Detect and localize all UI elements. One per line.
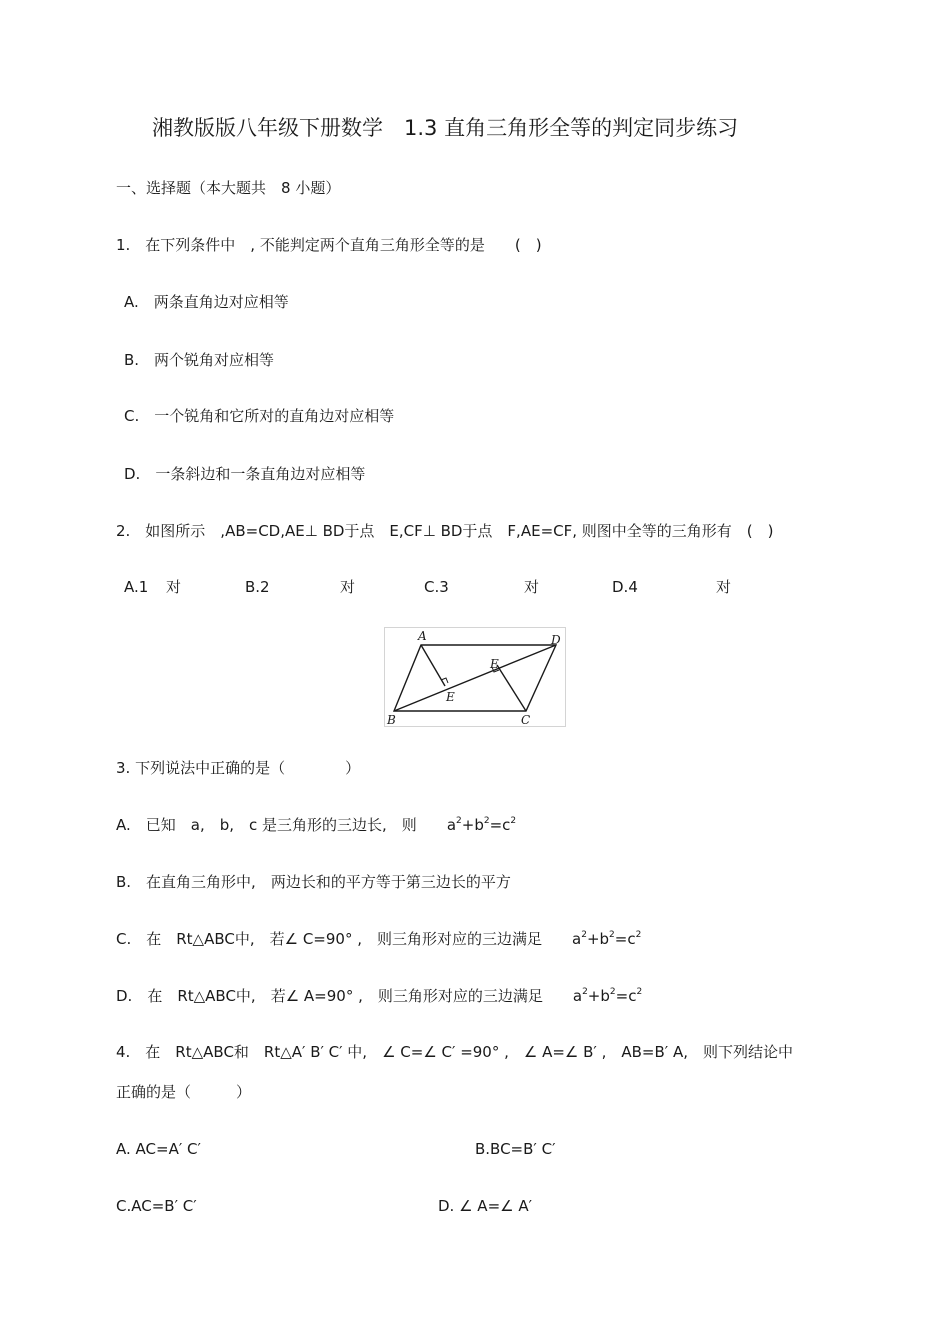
- figure-label-d: D: [551, 633, 561, 647]
- question-3-option-c-formula: $a^2+b^2=c^2$: [572, 930, 642, 948]
- figure-label-e: E: [446, 690, 455, 704]
- question-1-option-b: B. 两个锐角对应相等: [124, 351, 275, 369]
- question-4-option-a: A. AC=A′ C′: [116, 1140, 201, 1158]
- question-2-stem: 2. 如图所示 ,AB=CD,AE⊥ BD于点 E,CF⊥ BD于点 F,AE=CF, 则图中全等的三角形有 ( ): [116, 522, 774, 540]
- question-2-option-b-unit: 对: [340, 578, 356, 596]
- question-3-option-c: [116, 929, 641, 949]
- section-heading: 一、选择题（本大题共 8 小题）: [116, 179, 341, 197]
- question-3-stem: 3. 下列说法中正确的是（ ）: [116, 759, 361, 777]
- question-3-option-d-formula: $a^2+b^2=c^2$: [572, 987, 643, 1005]
- figure-label-f: E: [490, 657, 499, 671]
- question-4-stem-line-2: 正确的是（ ）: [116, 1083, 252, 1101]
- page-title: 湘教版版八年级下册数学 1.3 直角三角形全等的判定同步练习: [152, 116, 739, 140]
- question-2-option-c-letter: C.3: [424, 578, 449, 596]
- question-2-option-b-letter: B.2: [245, 578, 270, 596]
- figure-label-c: C: [521, 713, 531, 727]
- question-3-option-d-text: D. 在 Rt△ABC中, 若∠ A=90° , 则三角形对应的三边满足: [116, 987, 573, 1005]
- question-3-option-a: [116, 815, 516, 835]
- question-2-option-a-letter: A.1: [124, 578, 149, 596]
- question-1-option-d: D. 一条斜边和一条直角边对应相等: [124, 465, 366, 483]
- question-2-figure: [384, 627, 566, 727]
- question-3-option-c-text: C. 在 Rt△ABC中, 若∠ C=90° , 则三角形对应的三边满足: [116, 930, 572, 948]
- question-1-option-a: A. 两条直角边对应相等: [124, 293, 289, 311]
- question-3-option-a-text: A. 已知 a, b, c 是三角形的三边长, 则: [116, 816, 447, 834]
- question-3-option-a-formula: $a^2+b^2=c^2$: [446, 816, 517, 834]
- question-2-option-c-unit: 对: [524, 578, 540, 596]
- question-2-option-a-unit: 对: [166, 578, 182, 596]
- question-1-stem: 1. 在下列条件中 , 不能判定两个直角三角形全等的是 ( ): [116, 236, 542, 254]
- question-2-option-d-letter: D.4: [612, 578, 638, 596]
- figure-label-b: B: [387, 713, 396, 727]
- question-4-option-d: D. ∠ A=∠ A′: [438, 1197, 533, 1215]
- question-2-option-d-unit: 对: [716, 578, 732, 596]
- figure-label-a: A: [418, 629, 427, 643]
- question-3-option-d: [116, 986, 642, 1006]
- question-4-option-c: C.AC=B′ C′: [116, 1197, 197, 1215]
- question-4-stem-line-1: 4. 在 Rt△ABC和 Rt△A′ B′ C′ 中, ∠ C=∠ C′ =90° , ∠ A=∠ B′ , AB=B′ A, 则下列结论中: [116, 1043, 793, 1061]
- question-3-option-b: B. 在直角三角形中, 两边长和的平方等于第三边长的平方: [116, 873, 511, 891]
- question-4-option-b: B.BC=B′ C′: [475, 1140, 556, 1158]
- question-1-option-c: C. 一个锐角和它所对的直角边对应相等: [124, 407, 395, 425]
